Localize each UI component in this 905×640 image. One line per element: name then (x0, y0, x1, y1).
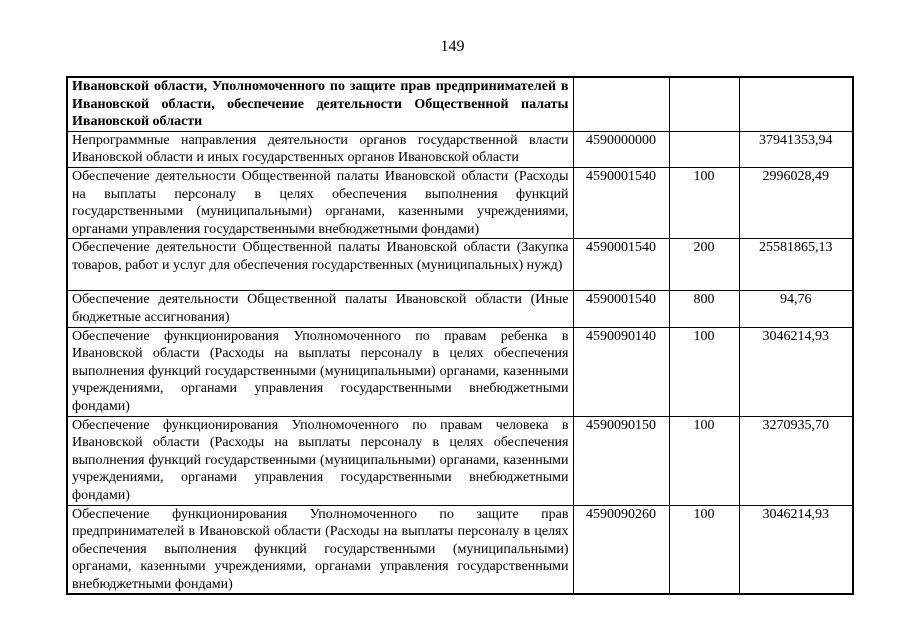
cell-expense-type: 100 (669, 505, 739, 594)
table-row (67, 327, 853, 416)
table-row (67, 131, 853, 167)
cell-expense-type: 100 (669, 416, 739, 505)
table-row (67, 77, 853, 131)
cell-code: 4590090150 (573, 416, 669, 505)
cell-description: Обеспечение деятельности Общественной палаты Ивановской области (Закупка товаров, работ и услуг для обеспечения государственных (муниципальных) нужд) (67, 239, 573, 291)
cell-description: Обеспечение деятельности Общественной палаты Ивановской области (Расходы на выплаты персоналу в целях обеспечения выполнения функций государственными (муниципальными) органами, казенными учреждениями, органами управления государственными внебюджетными фондами) (67, 167, 573, 238)
cell-code: 4590090140 (573, 327, 669, 416)
cell-code: 4590001540 (573, 239, 669, 291)
cell-code (573, 77, 669, 131)
cell-code: 4590090260 (573, 505, 669, 594)
cell-amount: 2996028,49 (739, 167, 853, 238)
cell-expense-type: 200 (669, 239, 739, 291)
table-row (67, 416, 853, 505)
cell-amount: 94,76 (739, 291, 853, 327)
cell-code: 4590001540 (573, 167, 669, 238)
cell-amount: 3270935,70 (739, 416, 853, 505)
cell-description: Обеспечение деятельности Общественной палаты Ивановской области (Иные бюджетные ассигнования) (67, 291, 573, 327)
cell-code: 4590001540 (573, 291, 669, 327)
cell-expense-type: 100 (669, 327, 739, 416)
cell-code: 4590000000 (573, 131, 669, 167)
cell-amount (739, 77, 853, 131)
table-row (67, 239, 853, 291)
cell-description: Непрограммные направления деятельности органов государственной власти Ивановской области и иных государственных органов Ивановской области (67, 131, 573, 167)
cell-description: Ивановской области, Уполномоченного по защите прав предпринимателей в Ивановской области, обеспечение деятельности Общественной палаты Ивановской области (67, 77, 573, 131)
table-row (67, 291, 853, 327)
table-row (67, 505, 853, 594)
cell-amount: 25581865,13 (739, 239, 853, 291)
page-number: 149 (440, 38, 465, 55)
cell-description: Обеспечение функционирования Уполномоченного по правам ребенка в Ивановской области (Расходы на выплаты персоналу в целях обеспечения выполнения функций государственными (муниципальными) органами, казенными учреждениями, органами управления государственными внебюджетными фондами) (67, 327, 573, 416)
cell-expense-type (669, 77, 739, 131)
table-row (67, 167, 853, 238)
cell-description: Обеспечение функционирования Уполномоченного по правам человека в Ивановской области (Расходы на выплаты персоналу в целях обеспечения выполнения функций государственными (муниципальными) органами, казенными учреждениями, органами управления государственными внебюджетными фондами) (67, 416, 573, 505)
cell-expense-type: 800 (669, 291, 739, 327)
cell-amount: 37941353,94 (739, 131, 853, 167)
cell-amount: 3046214,93 (739, 327, 853, 416)
cell-expense-type: 100 (669, 167, 739, 238)
cell-expense-type (669, 131, 739, 167)
cell-amount: 3046214,93 (739, 505, 853, 594)
budget-expenditure-table (66, 76, 854, 595)
cell-description: Обеспечение функционирования Уполномоченного по защите прав предпринимателей в Ивановской области (Расходы на выплаты персоналу в целях обеспечения выполнения функций государственными (муниципальными) органами, казенными учреждениями, органами управления государственными внебюджетными фондами) (67, 505, 573, 594)
